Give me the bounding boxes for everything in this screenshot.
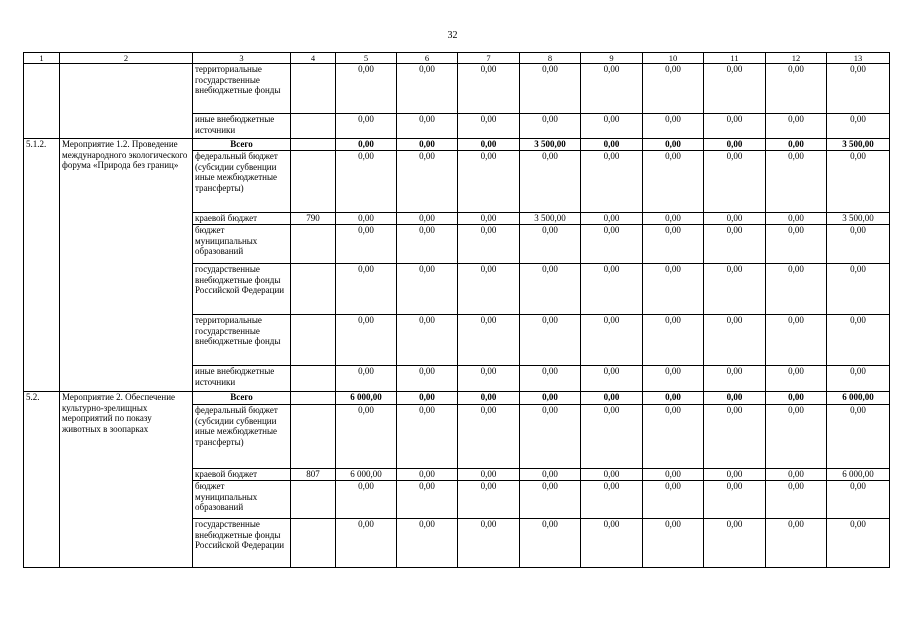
value-cell: 0,00 bbox=[520, 225, 581, 264]
budget-code bbox=[291, 225, 336, 264]
value-cell: 0,00 bbox=[704, 366, 766, 392]
value-cell: 0,00 bbox=[581, 213, 643, 225]
funding-source: бюджет муниципальных образований bbox=[193, 481, 291, 519]
budget-code bbox=[291, 405, 336, 469]
value-cell: 0,00 bbox=[704, 213, 766, 225]
value-cell: 3 500,00 bbox=[520, 213, 581, 225]
value-cell: 0,00 bbox=[458, 64, 520, 114]
value-cell: 0,00 bbox=[397, 213, 458, 225]
value-cell: 0,00 bbox=[827, 519, 890, 568]
value-cell: 0,00 bbox=[704, 519, 766, 568]
value-cell: 0,00 bbox=[397, 481, 458, 519]
value-cell: 0,00 bbox=[643, 469, 704, 481]
value-cell: 0,00 bbox=[643, 213, 704, 225]
value-cell: 0,00 bbox=[766, 139, 827, 151]
value-cell: 0,00 bbox=[704, 315, 766, 366]
value-cell: 0,00 bbox=[766, 366, 827, 392]
value-cell: 0,00 bbox=[458, 481, 520, 519]
budget-code: 790 bbox=[291, 213, 336, 225]
funding-source: краевой бюджет bbox=[193, 469, 291, 481]
value-cell: 0,00 bbox=[336, 151, 397, 213]
value-cell: 0,00 bbox=[581, 315, 643, 366]
value-cell: 0,00 bbox=[766, 519, 827, 568]
value-cell: 0,00 bbox=[458, 469, 520, 481]
value-cell: 0,00 bbox=[458, 114, 520, 139]
value-cell: 0,00 bbox=[336, 315, 397, 366]
value-cell: 0,00 bbox=[581, 469, 643, 481]
value-cell: 0,00 bbox=[581, 481, 643, 519]
value-cell: 0,00 bbox=[581, 366, 643, 392]
funding-source: Всего bbox=[193, 392, 291, 405]
table-row bbox=[24, 64, 890, 114]
column-header: 1 bbox=[24, 53, 60, 64]
value-cell: 0,00 bbox=[336, 225, 397, 264]
value-cell: 0,00 bbox=[581, 151, 643, 213]
value-cell: 0,00 bbox=[397, 151, 458, 213]
budget-code bbox=[291, 315, 336, 366]
value-cell: 0,00 bbox=[827, 315, 890, 366]
value-cell: 0,00 bbox=[458, 264, 520, 315]
value-cell: 0,00 bbox=[581, 264, 643, 315]
value-cell: 0,00 bbox=[520, 151, 581, 213]
value-cell: 0,00 bbox=[581, 392, 643, 405]
value-cell: 0,00 bbox=[581, 139, 643, 151]
value-cell: 0,00 bbox=[643, 481, 704, 519]
value-cell: 0,00 bbox=[643, 225, 704, 264]
column-header: 6 bbox=[397, 53, 458, 64]
value-cell: 0,00 bbox=[643, 151, 704, 213]
header-row bbox=[24, 53, 890, 64]
row-name-cell: Мероприятие 1.2. Проведение международного экологического форума «Природа без границ» bbox=[60, 139, 193, 392]
budget-table bbox=[23, 52, 890, 568]
value-cell: 0,00 bbox=[704, 405, 766, 469]
funding-source: территориальные государственные внебюджетные фонды bbox=[193, 64, 291, 114]
value-cell: 0,00 bbox=[397, 405, 458, 469]
budget-code bbox=[291, 139, 336, 151]
value-cell: 0,00 bbox=[336, 481, 397, 519]
value-cell: 0,00 bbox=[766, 392, 827, 405]
row-index-cell bbox=[24, 64, 60, 139]
value-cell: 0,00 bbox=[336, 519, 397, 568]
value-cell: 0,00 bbox=[397, 264, 458, 315]
value-cell: 0,00 bbox=[336, 139, 397, 151]
value-cell: 0,00 bbox=[827, 264, 890, 315]
value-cell: 0,00 bbox=[704, 64, 766, 114]
value-cell: 0,00 bbox=[397, 114, 458, 139]
value-cell: 0,00 bbox=[643, 315, 704, 366]
value-cell: 0,00 bbox=[704, 469, 766, 481]
value-cell: 0,00 bbox=[336, 64, 397, 114]
value-cell: 0,00 bbox=[520, 405, 581, 469]
value-cell: 0,00 bbox=[827, 225, 890, 264]
value-cell: 0,00 bbox=[581, 114, 643, 139]
value-cell: 0,00 bbox=[704, 392, 766, 405]
value-cell: 0,00 bbox=[766, 213, 827, 225]
funding-source: федеральный бюджет (субсидии субвенции иные межбюджетные трансферты) bbox=[193, 405, 291, 469]
column-header: 2 bbox=[60, 53, 193, 64]
column-header: 4 bbox=[291, 53, 336, 64]
value-cell: 0,00 bbox=[766, 64, 827, 114]
value-cell: 0,00 bbox=[643, 139, 704, 151]
value-cell: 0,00 bbox=[458, 139, 520, 151]
value-cell: 0,00 bbox=[520, 366, 581, 392]
value-cell: 6 000,00 bbox=[827, 469, 890, 481]
value-cell: 0,00 bbox=[520, 64, 581, 114]
value-cell: 0,00 bbox=[827, 114, 890, 139]
value-cell: 6 000,00 bbox=[827, 392, 890, 405]
column-header: 9 bbox=[581, 53, 643, 64]
value-cell: 0,00 bbox=[827, 64, 890, 114]
column-header: 11 bbox=[704, 53, 766, 64]
value-cell: 0,00 bbox=[397, 392, 458, 405]
funding-source: иные внебюджетные источники bbox=[193, 114, 291, 139]
value-cell: 0,00 bbox=[336, 405, 397, 469]
value-cell: 0,00 bbox=[336, 366, 397, 392]
column-header: 8 bbox=[520, 53, 581, 64]
funding-source: Всего bbox=[193, 139, 291, 151]
funding-source: государственные внебюджетные фонды Российской Федерации bbox=[193, 519, 291, 568]
value-cell: 0,00 bbox=[766, 405, 827, 469]
value-cell: 0,00 bbox=[397, 519, 458, 568]
value-cell: 0,00 bbox=[581, 225, 643, 264]
column-header: 13 bbox=[827, 53, 890, 64]
value-cell: 0,00 bbox=[336, 264, 397, 315]
value-cell: 0,00 bbox=[397, 139, 458, 151]
value-cell: 0,00 bbox=[704, 151, 766, 213]
value-cell: 0,00 bbox=[458, 392, 520, 405]
value-cell: 0,00 bbox=[827, 481, 890, 519]
budget-code bbox=[291, 366, 336, 392]
value-cell: 0,00 bbox=[766, 114, 827, 139]
budget-code bbox=[291, 151, 336, 213]
column-header: 5 bbox=[336, 53, 397, 64]
value-cell: 0,00 bbox=[458, 151, 520, 213]
value-cell: 0,00 bbox=[827, 151, 890, 213]
value-cell: 0,00 bbox=[827, 366, 890, 392]
value-cell: 0,00 bbox=[458, 405, 520, 469]
value-cell: 0,00 bbox=[643, 264, 704, 315]
value-cell: 0,00 bbox=[704, 139, 766, 151]
value-cell: 0,00 bbox=[397, 366, 458, 392]
budget-code bbox=[291, 392, 336, 405]
value-cell: 3 500,00 bbox=[827, 213, 890, 225]
row-name-cell: Мероприятие 2. Обеспечение культурно-зрелищных мероприятий по показу животных в зоопарках bbox=[60, 392, 193, 568]
value-cell: 0,00 bbox=[643, 366, 704, 392]
value-cell: 6 000,00 bbox=[336, 469, 397, 481]
funding-source: краевой бюджет bbox=[193, 213, 291, 225]
value-cell: 0,00 bbox=[581, 519, 643, 568]
value-cell: 0,00 bbox=[704, 481, 766, 519]
column-header: 12 bbox=[766, 53, 827, 64]
value-cell: 0,00 bbox=[458, 213, 520, 225]
value-cell: 0,00 bbox=[581, 64, 643, 114]
table-row bbox=[24, 139, 890, 151]
value-cell: 0,00 bbox=[704, 114, 766, 139]
value-cell: 0,00 bbox=[336, 213, 397, 225]
value-cell: 0,00 bbox=[336, 114, 397, 139]
row-index-cell: 5.1.2. bbox=[24, 139, 60, 392]
row-index-cell: 5.2. bbox=[24, 392, 60, 568]
budget-code bbox=[291, 519, 336, 568]
value-cell: 0,00 bbox=[643, 405, 704, 469]
value-cell: 6 000,00 bbox=[336, 392, 397, 405]
value-cell: 0,00 bbox=[458, 225, 520, 264]
column-header: 7 bbox=[458, 53, 520, 64]
value-cell: 0,00 bbox=[397, 225, 458, 264]
row-name-cell bbox=[60, 64, 193, 139]
budget-code: 807 bbox=[291, 469, 336, 481]
value-cell: 0,00 bbox=[766, 151, 827, 213]
budget-code bbox=[291, 64, 336, 114]
value-cell: 0,00 bbox=[643, 519, 704, 568]
funding-source: бюджет муниципальных образований bbox=[193, 225, 291, 264]
value-cell: 0,00 bbox=[397, 469, 458, 481]
value-cell: 0,00 bbox=[766, 225, 827, 264]
value-cell: 0,00 bbox=[704, 264, 766, 315]
budget-code bbox=[291, 481, 336, 519]
value-cell: 0,00 bbox=[827, 405, 890, 469]
value-cell: 0,00 bbox=[704, 225, 766, 264]
value-cell: 0,00 bbox=[581, 405, 643, 469]
budget-code bbox=[291, 114, 336, 139]
value-cell: 0,00 bbox=[520, 114, 581, 139]
funding-source: территориальные государственные внебюджетные фонды bbox=[193, 315, 291, 366]
value-cell: 0,00 bbox=[766, 315, 827, 366]
funding-source: федеральный бюджет (субсидии субвенции иные межбюджетные трансферты) bbox=[193, 151, 291, 213]
value-cell: 0,00 bbox=[458, 519, 520, 568]
value-cell: 0,00 bbox=[766, 264, 827, 315]
value-cell: 3 500,00 bbox=[827, 139, 890, 151]
budget-code bbox=[291, 264, 336, 315]
table-row bbox=[24, 392, 890, 405]
value-cell: 0,00 bbox=[766, 481, 827, 519]
value-cell: 0,00 bbox=[520, 264, 581, 315]
value-cell: 0,00 bbox=[520, 392, 581, 405]
column-header: 10 bbox=[643, 53, 704, 64]
value-cell: 3 500,00 bbox=[520, 139, 581, 151]
value-cell: 0,00 bbox=[520, 481, 581, 519]
value-cell: 0,00 bbox=[643, 392, 704, 405]
value-cell: 0,00 bbox=[520, 469, 581, 481]
value-cell: 0,00 bbox=[520, 519, 581, 568]
value-cell: 0,00 bbox=[520, 315, 581, 366]
page-number: 32 bbox=[447, 30, 458, 41]
column-header: 3 bbox=[193, 53, 291, 64]
value-cell: 0,00 bbox=[458, 366, 520, 392]
funding-source: государственные внебюджетные фонды Российской Федерации bbox=[193, 264, 291, 315]
value-cell: 0,00 bbox=[397, 64, 458, 114]
value-cell: 0,00 bbox=[643, 64, 704, 114]
value-cell: 0,00 bbox=[458, 315, 520, 366]
value-cell: 0,00 bbox=[643, 114, 704, 139]
value-cell: 0,00 bbox=[766, 469, 827, 481]
value-cell: 0,00 bbox=[397, 315, 458, 366]
funding-source: иные внебюджетные источники bbox=[193, 366, 291, 392]
